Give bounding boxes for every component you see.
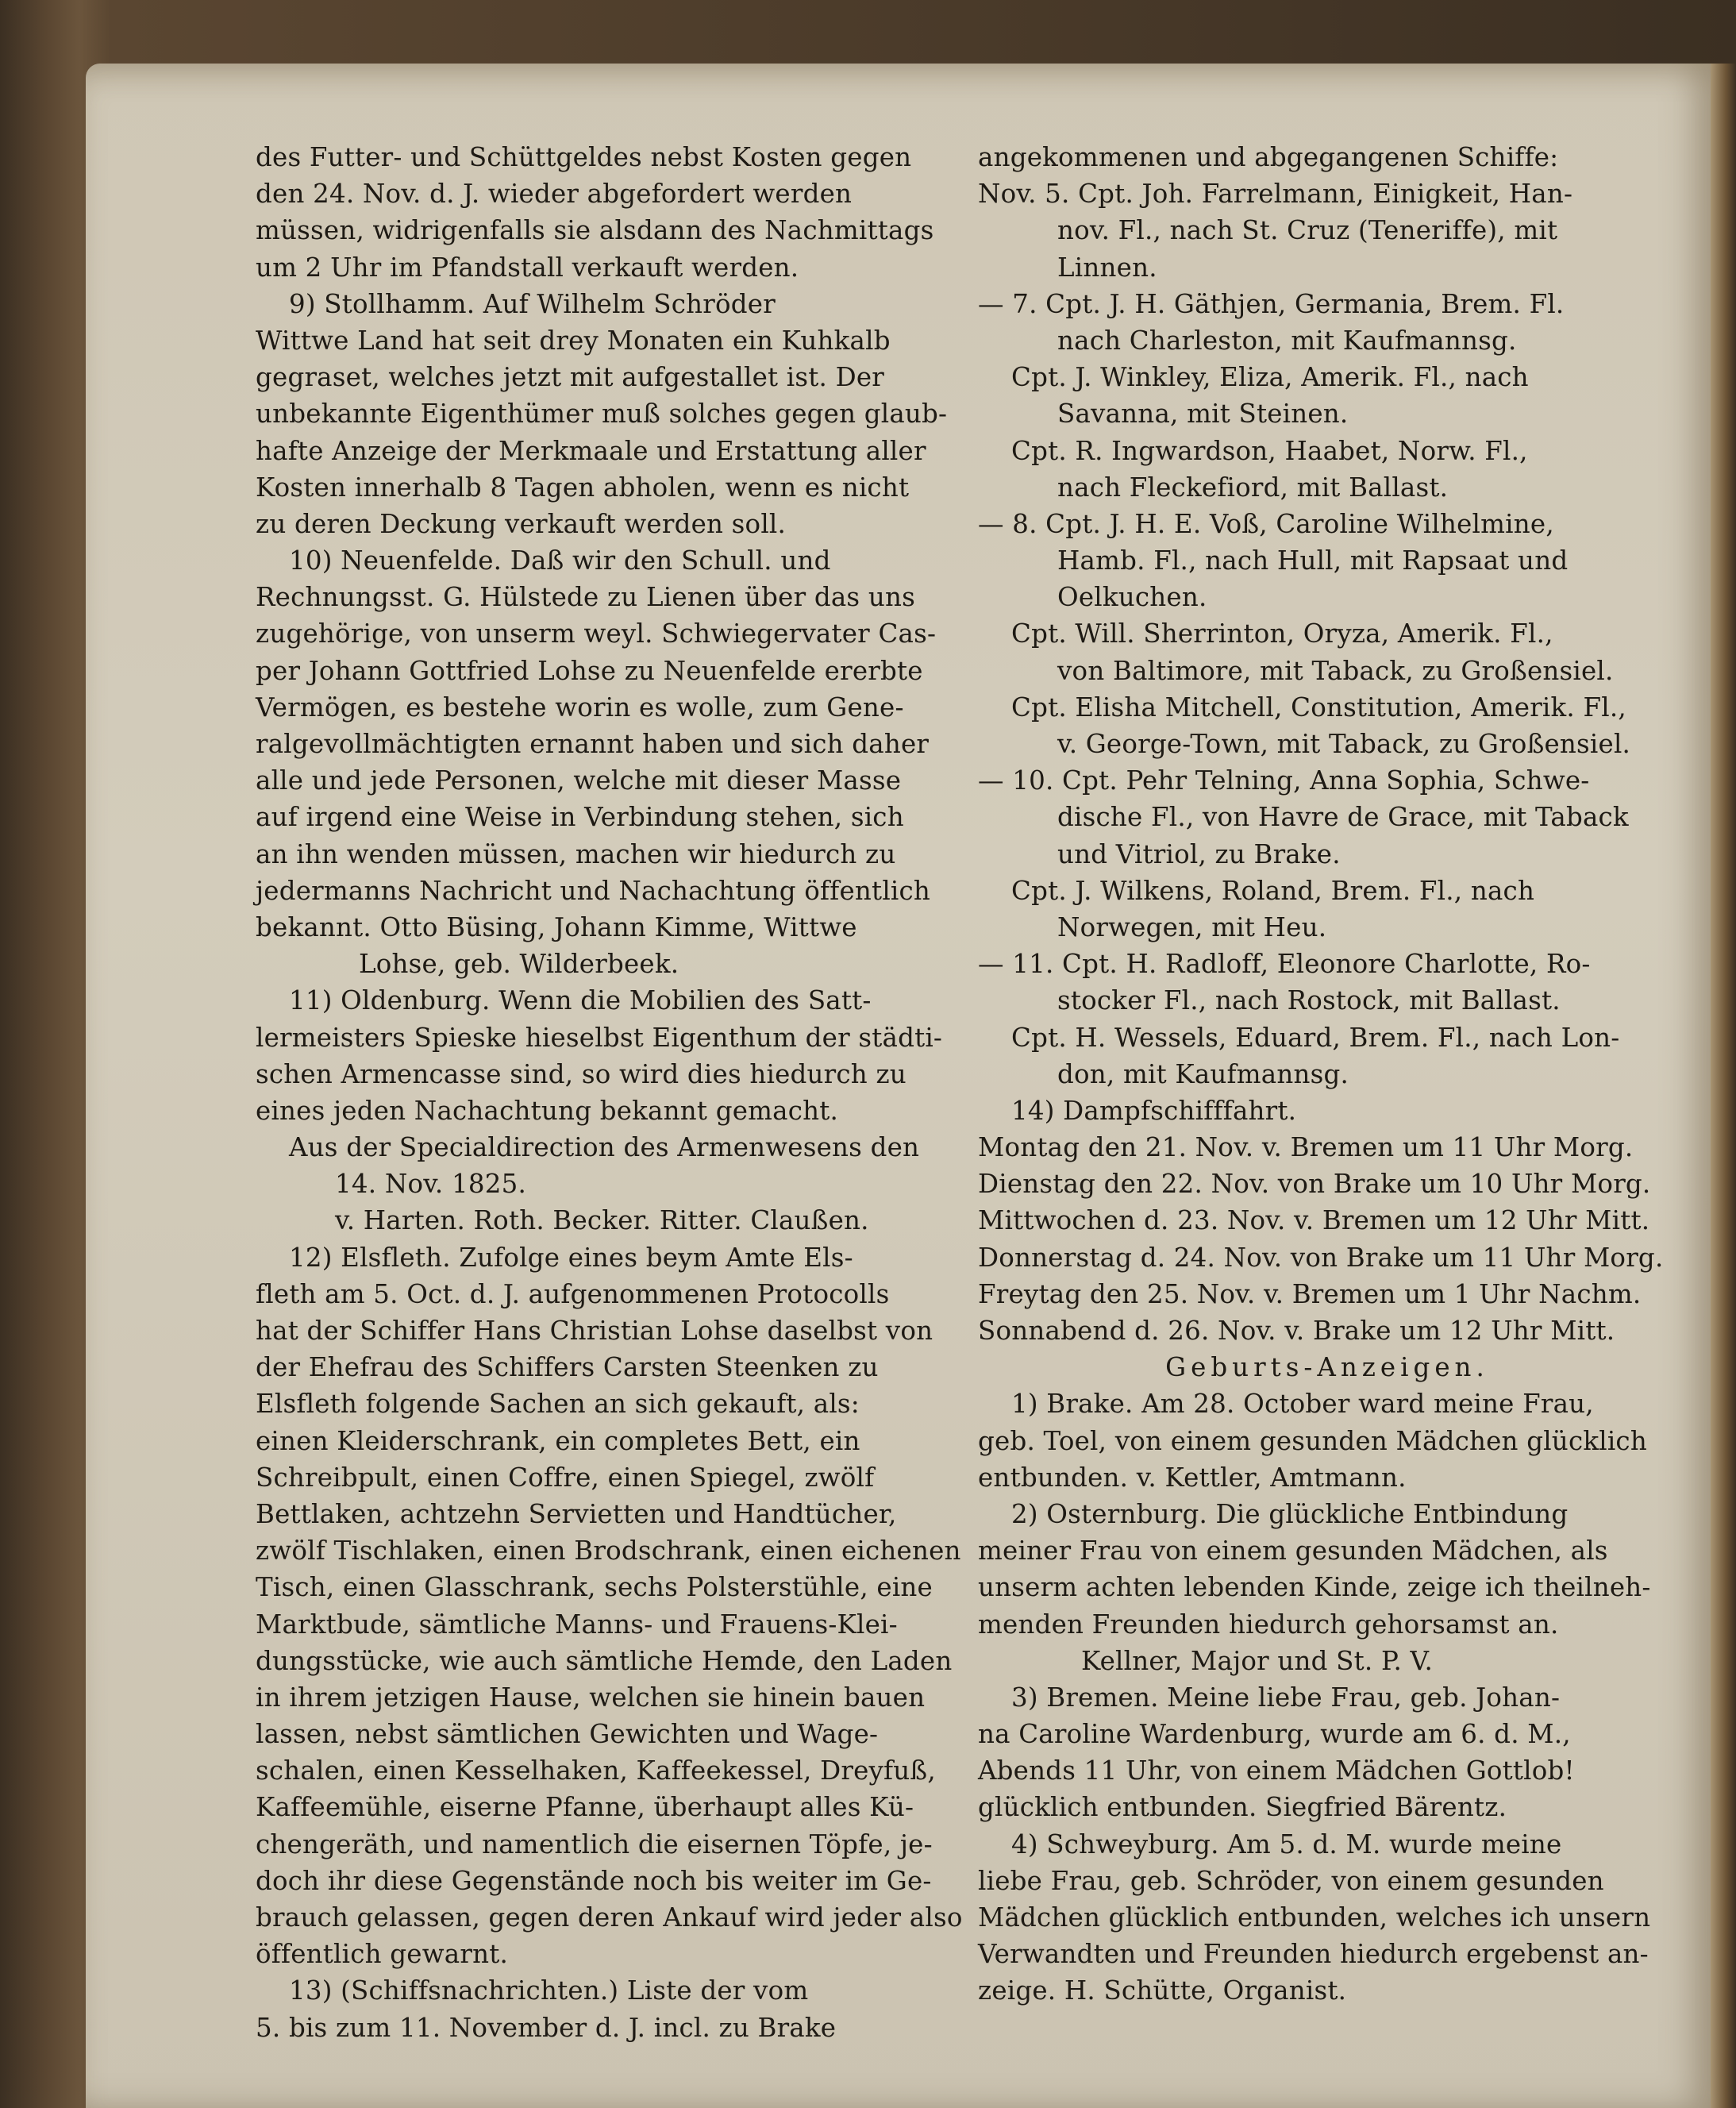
ship-entry: — 11. Cpt. H. Radloff, Eleonore Charlotte, Ro- [978,949,1591,980]
text-line: von Baltimore, mit Taback, zu Großensiel. [1057,655,1614,686]
text-line: Vermögen, es bestehe worin es wolle, zum Gene- [256,692,904,723]
text-line: per Johann Gottfried Lohse zu Neuenfelde ererbte [256,655,923,686]
text-line: schalen, einen Kesselhaken, Kaffeekessel, Dreyfuß, [256,1755,936,1786]
birth-notice-heading: 1) Brake. Am 28. October ward meine Frau, [1011,1389,1594,1420]
text-line: der Ehefrau des Schiffers Carsten Steenken zu [256,1352,879,1383]
ship-entry: Cpt. J. Wilkens, Roland, Brem. Fl., nach [1011,875,1535,906]
ship-entry: Cpt. Will. Sherrinton, Oryza, Amerik. Fl., [1011,619,1553,649]
text-line: angekommenen und abgegangenen Schiffe: [978,142,1559,172]
text-line: 5. bis zum 11. November d. J. incl. zu Brake [256,2012,837,2043]
right-column [978,139,1676,2010]
text-line: dische Fl., von Havre de Grace, mit Taback [1057,802,1629,833]
text-line: glücklich entbunden. Siegfried Bärentz. [978,1792,1507,1823]
text-line: den 24. Nov. d. J. wieder abgefordert werden [256,179,853,210]
text-line: des Futter- und Schüttgeldes nebst Kosten gegen [256,142,912,172]
notice-heading-14: 14) Dampfschifffahrt. [1011,1095,1297,1126]
text-line: an ihn wenden müssen, machen wir hiedurch zu [256,838,896,869]
ship-entry: Cpt. R. Ingwardson, Haabet, Norw. Fl., [1011,435,1528,466]
signature-line: Lohse, geb. Wilderbeek. [359,949,679,980]
text-line: Verwandten und Freunden hiedurch ergebenst an- [978,1939,1649,1970]
text-line: unserm achten lebenden Kinde, zeige ich theilneh- [978,1572,1651,1603]
text-line: Kaffeemühle, eiserne Pfanne, überhaupt alles Kü- [256,1792,914,1823]
text-line: Kosten innerhalb 8 Tagen abholen, wenn es nicht [256,472,910,503]
text-line: meiner Frau von einem gesunden Mädchen, als [978,1536,1608,1567]
ship-entry: Cpt. Elisha Mitchell, Constitution, Amerik. Fl., [1011,692,1626,723]
ship-entry: Nov. 5. Cpt. Joh. Farrelmann, Einigkeit, Han- [978,179,1573,210]
left-column [256,139,963,2046]
notice-heading-12: 12) Elsfleth. Zufolge eines beym Amte Els- [289,1242,853,1273]
text-line: zwölf Tischlaken, einen Brodschrank, einen eichenen [256,1536,961,1567]
text-line: hat der Schiffer Hans Christian Lohse daselbst von [256,1316,933,1346]
text-line: Norwegen, mit Heu. [1057,911,1327,942]
text-line: unbekannte Eigenthümer muß solches gegen glaub- [256,399,948,430]
text-line: menden Freunden hiedurch gehorsamst an. [978,1609,1559,1640]
date-line: 14. Nov. 1825. [335,1169,527,1200]
text-line: Abends 11 Uhr, von einem Mädchen Gottlob! [978,1755,1575,1786]
text-line: doch ihr diese Gegenstände noch bis weiter im Ge- [256,1865,932,1896]
schedule-row: Donnerstag d. 24. Nov. von Brake um 11 Uhr Morg. [978,1242,1664,1273]
schedule-row: Freytag den 25. Nov. v. Bremen um 1 Uhr Nachm. [978,1278,1642,1309]
text-line: geb. Toel, von einem gesunden Mädchen glücklich [978,1425,1647,1456]
ship-entry: — 8. Cpt. J. H. E. Voß, Caroline Wilhelmine, [978,508,1554,539]
text-line: Mädchen glücklich entbunden, welches ich unsern [978,1902,1651,1933]
notice-heading-10: 10) Neuenfelde. Daß wir den Schull. und [289,545,831,576]
text-line: Tisch, einen Glasschrank, sechs Polsterstühle, eine [256,1572,933,1603]
text-line: Hamb. Fl., nach Hull, mit Rapsaat und [1057,545,1569,576]
ship-entry: — 10. Cpt. Pehr Telning, Anna Sophia, Schwe- [978,765,1590,796]
text-line: ralgevollmächtigten ernannt haben und sich daher [256,729,930,759]
ship-entry: Cpt. H. Wessels, Eduard, Brem. Fl., nach Lon- [1011,1022,1620,1053]
text-line: schen Armencasse sind, so wird dies hiedurch zu [256,1058,906,1089]
text-line: öffentlich gewarnt. [256,1939,508,1970]
text-line: und Vitriol, zu Brake. [1057,838,1341,869]
text-line: Aus der Specialdirection des Armenwesens den [289,1132,920,1163]
text-line: Rechnungsst. G. Hülstede zu Lienen über das uns [256,582,915,613]
schedule-row: Dienstag den 22. Nov. von Brake um 10 Uhr Morg. [978,1169,1651,1200]
text-line: alle und jede Personen, welche mit dieser Masse [256,765,902,796]
text-line: jedermanns Nachricht und Nachachtung öffentlich [256,875,931,906]
text-line: don, mit Kaufmannsg. [1057,1058,1349,1089]
text-line: brauch gelassen, gegen deren Ankauf wird jeder also [256,1902,963,1933]
birth-notice-heading: 3) Bremen. Meine liebe Frau, geb. Johan- [1011,1682,1561,1713]
text-line: nach Charleston, mit Kaufmannsg. [1057,325,1517,356]
text-line: eines jeden Nachachtung bekannt gemacht. [256,1095,839,1126]
text-line: einen Kleiderschrank, ein completes Bett, ein [256,1425,860,1456]
text-line: nov. Fl., nach St. Cruz (Teneriffe), mit [1057,215,1558,246]
text-line: fleth am 5. Oct. d. J. aufgenommenen Protocolls [256,1278,890,1309]
text-line: zeige. H. Schütte, Organist. [978,1975,1347,2006]
text-line: müssen, widrigenfalls sie alsdann des Nachmittags [256,215,934,246]
text-line: lermeisters Spieske hieselbst Eigenthum der städti- [256,1022,943,1053]
text-line: entbunden. v. Kettler, Amtmann. [978,1462,1407,1493]
schedule-row: Sonnabend d. 26. Nov. v. Brake um 12 Uhr Mitt. [978,1316,1615,1346]
text-line: zugehörige, von unserm weyl. Schwiegervater Cas- [256,619,937,649]
text-line: chengeräth, und namentlich die eisernen Töpfe, je- [256,1829,933,1859]
text-line: Oelkuchen. [1057,582,1207,613]
signature-line: Kellner, Major und St. P. V. [1081,1645,1434,1676]
text-line: Schreibpult, einen Coffre, einen Spiegel, zwölf [256,1462,875,1493]
text-line: in ihrem jetzigen Hause, welchen sie hinein bauen [256,1682,926,1713]
text-line: dungsstücke, wie auch sämtliche Hemde, den Laden [256,1645,953,1676]
text-line: bekannt. Otto Büsing, Johann Kimme, Wittwe [256,911,857,942]
text-line: stocker Fl., nach Rostock, mit Ballast. [1057,985,1561,1016]
text-line: liebe Frau, geb. Schröder, von einem gesunden [978,1865,1604,1896]
ship-entry: Cpt. J. Winkley, Eliza, Amerik. Fl., nach [1011,362,1529,393]
text-line: zu deren Deckung verkauft werden soll. [256,508,787,539]
text-line: Elsfleth folgende Sachen an sich gekauft, als: [256,1389,860,1420]
text-line: v. George-Town, mit Taback, zu Großensiel. [1057,729,1631,759]
ship-entry: — 7. Cpt. J. H. Gäthjen, Germania, Brem. Fl. [978,288,1565,319]
birth-notice-heading: 4) Schweyburg. Am 5. d. M. wurde meine [1011,1829,1562,1859]
schedule-row: Montag den 21. Nov. v. Bremen um 11 Uhr Morg. [978,1132,1634,1163]
section-heading: Geburts-Anzeigen. [1165,1352,1489,1383]
text-line: um 2 Uhr im Pfandstall verkauft werden. [256,252,799,283]
text-line: hafte Anzeige der Merkmaale und Erstattung aller [256,435,926,466]
text-line: na Caroline Wardenburg, wurde am 6. d. M., [978,1719,1571,1750]
text-line: nach Fleckefiord, mit Ballast. [1057,472,1449,503]
schedule-row: Mittwochen d. 23. Nov. v. Bremen um 12 Uhr Mitt. [978,1205,1650,1236]
notice-heading-13: 13) (Schiffsnachrichten.) Liste der vom [289,1975,809,2006]
signature-line: v. Harten. Roth. Becker. Ritter. Claußen. [335,1205,869,1236]
birth-notice-heading: 2) Osternburg. Die glückliche Entbindung [1011,1498,1569,1529]
text-line: Linnen. [1057,252,1157,283]
page-edge [1711,64,1736,2108]
notice-heading-9: 9) Stollhamm. Auf Wilhelm Schröder [289,288,776,319]
text-line: lassen, nebst sämtlichen Gewichten und Wage- [256,1719,879,1750]
text-line: gegraset, welches jetzt mit aufgestallet ist. Der [256,362,885,393]
notice-heading-11: 11) Oldenburg. Wenn die Mobilien des Satt- [289,985,872,1016]
text-line: Wittwe Land hat seit drey Monaten ein Kuhkalb [256,325,891,356]
text-line: Marktbude, sämtliche Manns- und Frauens-Klei- [256,1609,898,1640]
text-line: auf irgend eine Weise in Verbindung stehen, sich [256,802,904,833]
text-line: Bettlaken, achtzehn Servietten und Handtücher, [256,1498,897,1529]
text-line: Savanna, mit Steinen. [1057,399,1349,430]
